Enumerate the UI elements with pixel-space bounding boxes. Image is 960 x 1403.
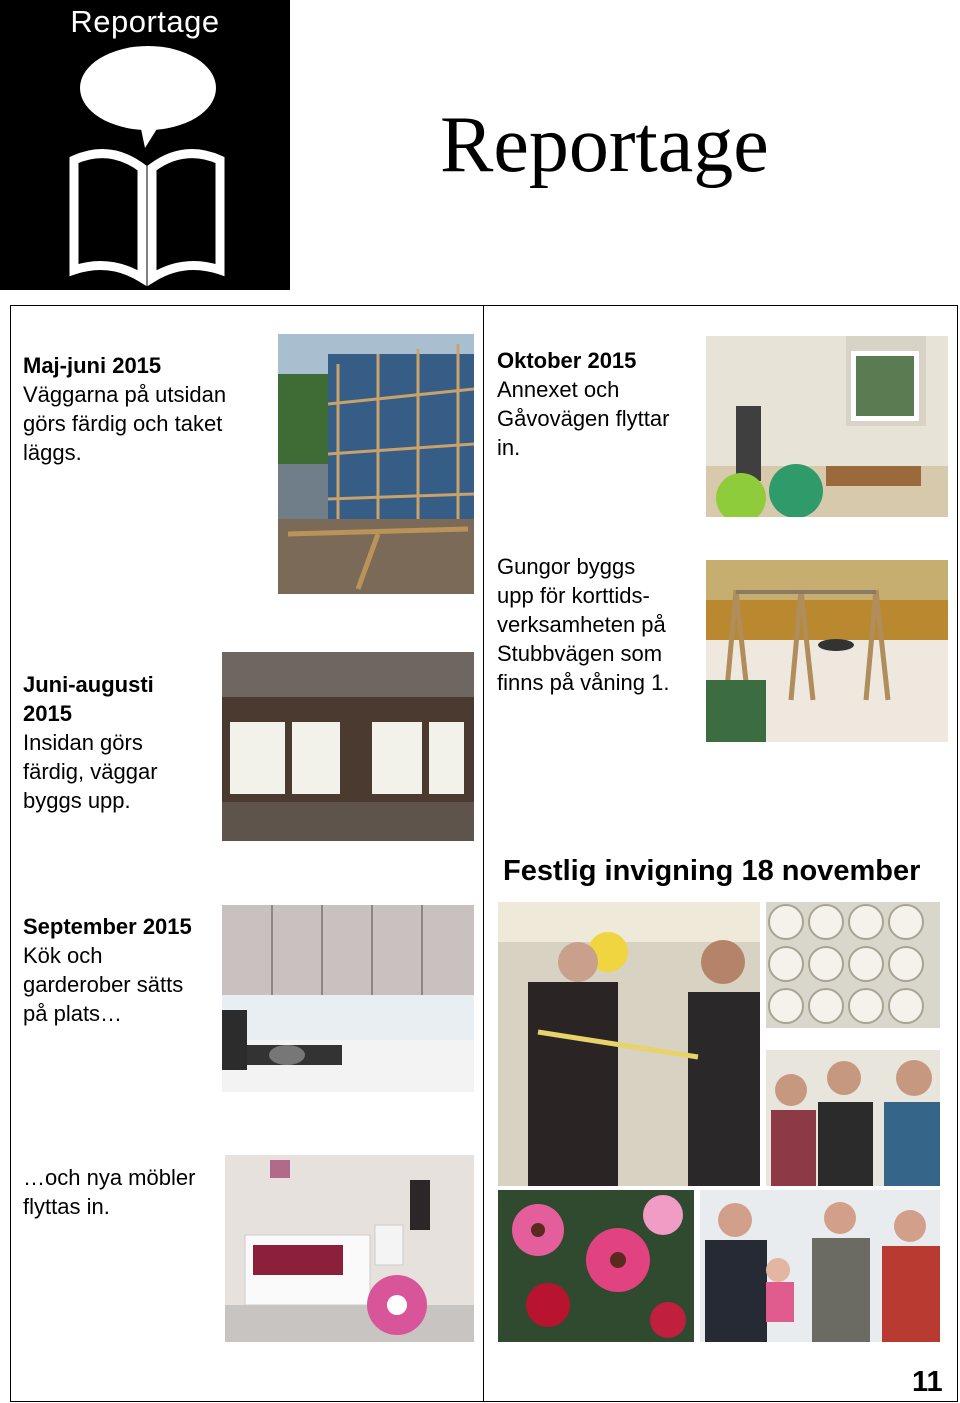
caption-text: …och nya möbler flyttas in. — [23, 1165, 196, 1219]
caption-gungor — [497, 552, 672, 697]
caption-text: Gungor byggs upp för korttids-verksamheten på Stubbvägen som finns på våning 1. — [497, 554, 670, 695]
photo-glasses — [766, 902, 940, 1028]
photo-group — [700, 1190, 940, 1342]
caption-heading: Oktober 2015 — [497, 348, 637, 373]
caption-text: Kök och garderober sätts på plats… — [23, 943, 184, 1026]
caption-heading: Juni-augusti 2015 — [23, 672, 154, 726]
column-divider — [483, 305, 484, 1402]
caption-heading: September 2015 — [23, 914, 192, 939]
photo-bedroom — [225, 1155, 474, 1342]
photo-ribbon-cutting — [498, 902, 760, 1186]
photo-scaffolding — [278, 334, 474, 594]
book-speech-bubble-icon — [0, 0, 290, 290]
caption-heading: Maj-juni 2015 — [23, 353, 162, 378]
photo-interior-walls — [222, 652, 474, 841]
caption-september — [23, 912, 213, 1028]
caption-text: Insidan görs färdig, väggar byggs upp. — [23, 730, 158, 813]
photo-kitchen — [222, 905, 474, 1092]
caption-text: Väggarna på utsidan görs färdig och taket läggs. — [23, 382, 227, 465]
photo-flowers — [498, 1190, 694, 1342]
festlig-heading: Festlig invigning 18 november — [503, 855, 921, 887]
logo-label: Reportage — [70, 4, 220, 39]
page-title: Reportage — [440, 101, 769, 189]
page-number: 11 — [912, 1366, 943, 1398]
caption-text: Annexet och Gåvovägen flyttar in. — [497, 377, 670, 460]
photo-guests — [766, 1050, 940, 1186]
caption-mobler — [23, 1163, 218, 1221]
caption-maj-juni — [23, 351, 258, 467]
caption-juni-augusti — [23, 670, 193, 815]
photo-swings — [706, 560, 948, 742]
reportage-logo — [0, 0, 290, 290]
photo-gym-room — [706, 336, 948, 517]
caption-oktober — [497, 346, 697, 462]
